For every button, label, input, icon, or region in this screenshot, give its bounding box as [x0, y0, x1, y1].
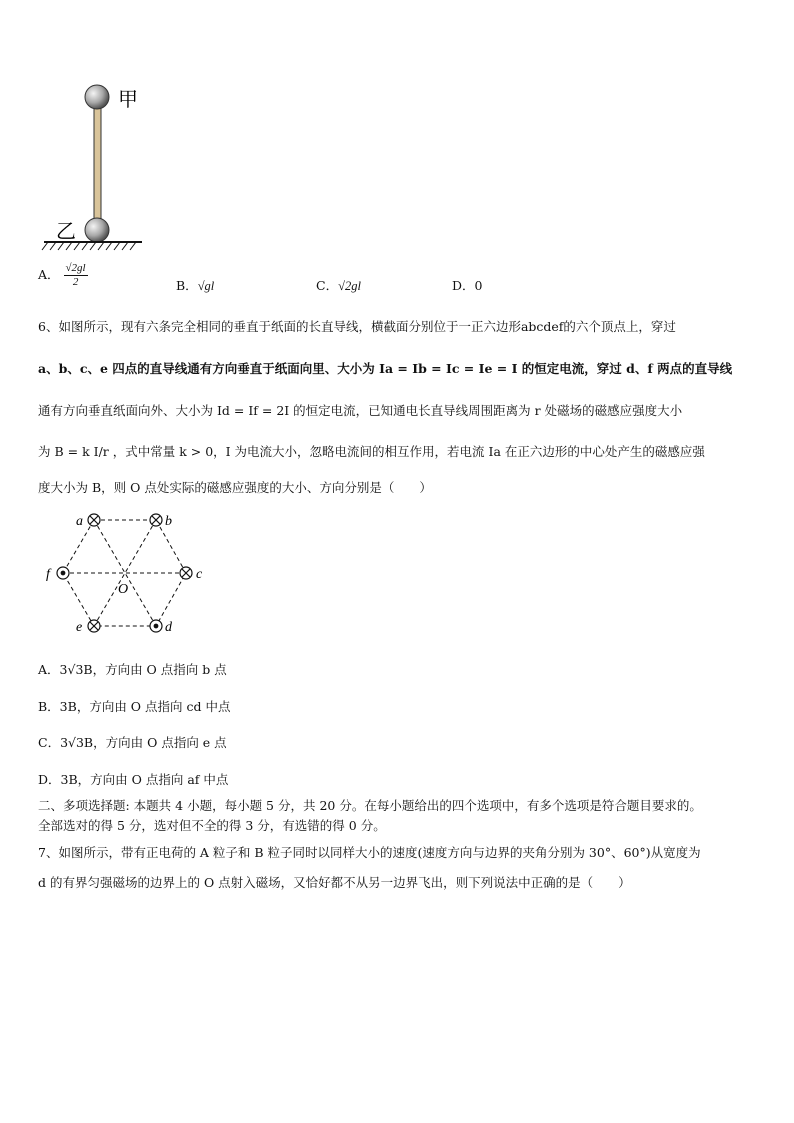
q5-option-c: C．√2gl [316, 278, 361, 293]
q6-option-d: D．3B，方向由 O 点指向 af 中点 [38, 772, 229, 787]
rod-figure [38, 78, 158, 258]
q5-option-b: B．√gl [176, 278, 215, 293]
q5-a-numerator: √2gl [65, 262, 86, 274]
label-jia: 甲 [118, 87, 138, 111]
vertex-e: e [76, 620, 83, 635]
q7-line-2: d 的有界匀强磁场的边界上的 O 点射入磁场，又恰好都不从另一边界飞出，则下列说法中正确的是（ ） [38, 875, 631, 890]
q6-line-3: 通有方向垂直纸面向外、大小为 Id = If = 2I 的恒定电流，已知通电长直导线周围距离为 r 处磁场的磁感应强度大小 [38, 403, 683, 418]
section2-line-1: 二、多项选择题: 本题共 4 小题，每小题 5 分，共 20 分。在每小题给出的四个选项中，有多个选项是符合题目要求的。 [38, 798, 702, 813]
diag-be [94, 520, 156, 626]
wire-e [88, 620, 100, 632]
section2-line-2: 全部选对的得 5 分，选对但不全的得 3 分，有选错的得 0 分。 [38, 818, 386, 833]
hexagon-figure [38, 508, 208, 638]
rod [94, 104, 101, 224]
wire-a [88, 514, 100, 526]
q6-line-2: a、b、c、e 四点的直导线通有方向垂直于纸面向里、大小为 Ia = Ib = Ic = Ie = I 的恒定电流，穿过 d、f 两点的直导线 [38, 361, 733, 376]
q5-option-d: D．0 [452, 278, 483, 293]
vertex-f: f [46, 567, 50, 582]
center-o: O [118, 582, 129, 597]
hexagon-outline [63, 520, 186, 626]
q6-option-a: A．3√3B，方向由 O 点指向 b 点 [38, 662, 227, 677]
label-yi: 乙 [56, 219, 76, 243]
q7-line-1: 7、如图所示，带有正电荷的 A 粒子和 B 粒子同时以同样大小的速度(速度方向与边界的夹角分别为 30°、60°)从宽度为 [38, 845, 701, 860]
wire-c [180, 567, 192, 579]
q6-option-c: C．3√3B，方向由 O 点指向 e 点 [38, 735, 227, 750]
ground-hatch [42, 242, 136, 250]
q6-line-1: 6、如图所示，现有六条完全相同的垂直于纸面的长直导线，横截面分别位于一正六边形abcdef的六个顶点上，穿过 [38, 319, 676, 334]
ball-bottom [85, 218, 109, 242]
vertex-a: a [76, 514, 83, 529]
q6-line-4: 为 B = k I/r ，式中常量 k > 0，I 为电流大小，忽略电流间的相互作用，若电流 Ia 在正六边形的中心处产生的磁感应强 [38, 444, 705, 459]
wire-b [150, 514, 162, 526]
ball-top [85, 85, 109, 109]
vertex-c: c [196, 567, 203, 582]
q5-a-denominator: 2 [72, 276, 79, 288]
q6-option-b: B．3B，方向由 O 点指向 cd 中点 [38, 699, 231, 714]
diag-ad [94, 520, 156, 626]
q6-line-5: 度大小为 B，则 O 点处实际的磁感应强度的大小、方向分别是（ ） [38, 480, 432, 495]
vertex-d: d [165, 620, 172, 635]
wire-d [150, 620, 162, 632]
q5-option-a: A． $\frac{√2gl}{2}$ [38, 262, 86, 288]
wire-f [57, 567, 69, 579]
vertex-b: b [165, 514, 172, 529]
